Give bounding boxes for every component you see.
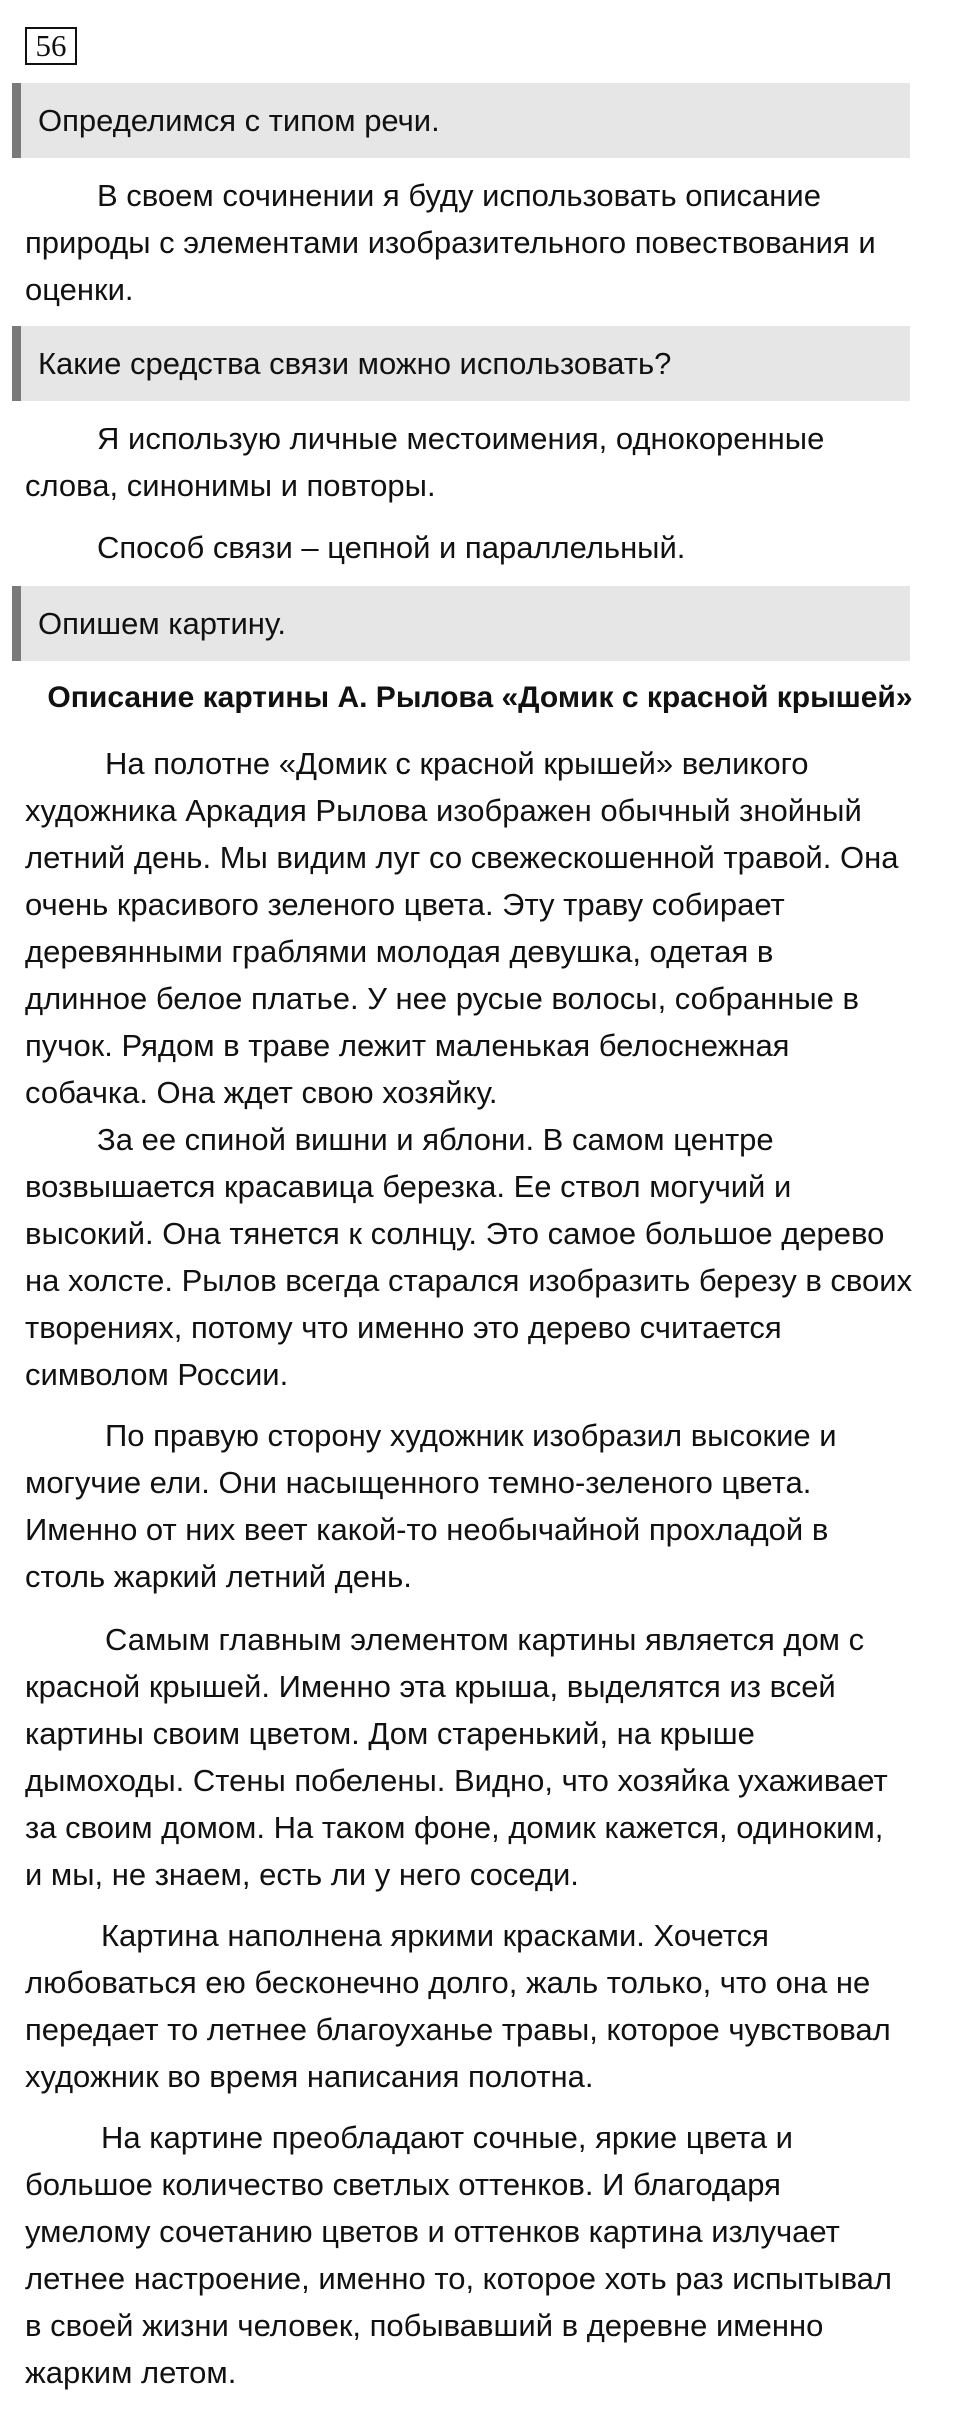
text-line: слова, синонимы и повторы.	[25, 468, 436, 503]
text-line: деревянными граблями молодая девушка, одетая в	[25, 934, 774, 969]
text-line: на холсте. Рылов всегда старался изобразить березу в своих	[25, 1263, 913, 1298]
essay-title: Описание картины А. Рылова «Домик с красной крышей»	[47, 681, 913, 714]
question-heading-means-of-connection: Какие средства связи можно использовать?	[12, 326, 910, 401]
text-line: летний день. Мы видим луг со свежескошенной травой. Она	[25, 840, 899, 875]
text-line: картины своим цветом. Дом старенький, на крыше	[25, 1716, 755, 1751]
text-line: оценки.	[25, 272, 134, 307]
question-heading-speech-type: Определимся с типом речи.	[12, 83, 910, 158]
essay-paragraph-3	[25, 1412, 930, 1600]
text-line: За ее спиной вишни и яблони. В самом центре	[97, 1122, 774, 1157]
text-line: В своем сочинении я буду использовать описание	[97, 178, 821, 213]
text-line: Именно от них веет какой-то необычайной прохладой в	[25, 1512, 829, 1547]
text-line: художник во время написания полотна.	[25, 2059, 594, 2094]
text-line: и мы, не знаем, есть ли у него соседи.	[25, 1857, 579, 1892]
text-line: передает то летнее благоуханье травы, которое чувствовал	[25, 2012, 891, 2047]
text-line: за своим домом. На таком фоне, домик кажется, одиноким,	[25, 1810, 884, 1845]
text-line: символом России.	[25, 1357, 289, 1392]
text-line: На полотне «Домик с красной крышей» великого	[105, 746, 809, 781]
text-line: На картине преобладают сочные, яркие цвета и	[101, 2120, 793, 2155]
text-line: художника Аркадия Рылова изображен обычный знойный	[25, 793, 862, 828]
text-line: столь жаркий летний день.	[25, 1559, 412, 1594]
text-line: Самым главным элементом картины является дом с	[105, 1622, 865, 1657]
essay-paragraph-4	[25, 1616, 930, 1898]
text-line: очень красивого зеленого цвета. Эту траву собирает	[25, 887, 785, 922]
text-line: длинное белое платье. У нее русые волосы, собранные в	[25, 981, 859, 1016]
text-line: летнее настроение, именно то, которое хоть раз испытывал	[25, 2261, 893, 2296]
text-line: возвышается красавица березка. Ее ствол могучий и	[25, 1169, 792, 1204]
essay-paragraph-5	[25, 1912, 930, 2100]
text-line: По правую сторону художник изобразил высокие и	[105, 1418, 837, 1453]
text-line: Способ связи – цепной и параллельный.	[97, 530, 686, 565]
essay-paragraph-6	[25, 2114, 930, 2396]
text-line: природы с элементами изобразительного повествования и	[25, 225, 876, 260]
page-number: 56	[25, 27, 77, 65]
text-line: Я использую личные местоимения, однокоренные	[97, 421, 825, 456]
text-line: красной крышей. Именно эта крыша, выделятся из всей	[25, 1669, 836, 1704]
text-line: Картина наполнена яркими красками. Хочется	[101, 1918, 769, 1953]
question-heading-describe-picture: Опишем картину.	[12, 586, 910, 661]
text-line: собачка. Она ждет свою хозяйку.	[25, 1075, 498, 1110]
answer-connection-method	[25, 524, 930, 571]
text-line: в своей жизни человек, побывавший в деревне именно	[25, 2308, 824, 2343]
text-line: дымоходы. Стены побелены. Видно, что хозяйка ухаживает	[25, 1763, 888, 1798]
text-line: любоваться ею бесконечно долго, жаль только, что она не	[25, 1965, 871, 2000]
text-line: умелому сочетанию цветов и оттенков картина излучает	[25, 2214, 840, 2249]
answer-speech-type	[25, 172, 930, 313]
text-line: жарким летом.	[25, 2355, 237, 2390]
essay-paragraph-1	[25, 740, 930, 1116]
text-line: высокий. Она тянется к солнцу. Это самое большое дерево	[25, 1216, 885, 1251]
essay-paragraph-2	[25, 1116, 930, 1398]
answer-means-of-connection	[25, 415, 930, 509]
text-line: пучок. Рядом в траве лежит маленькая белоснежная	[25, 1028, 790, 1063]
text-line: творениях, потому что именно это дерево считается	[25, 1310, 782, 1345]
text-line: большое количество светлых оттенков. И благодаря	[25, 2167, 781, 2202]
text-line: могучие ели. Они насыщенного темно-зеленого цвета.	[25, 1465, 812, 1500]
